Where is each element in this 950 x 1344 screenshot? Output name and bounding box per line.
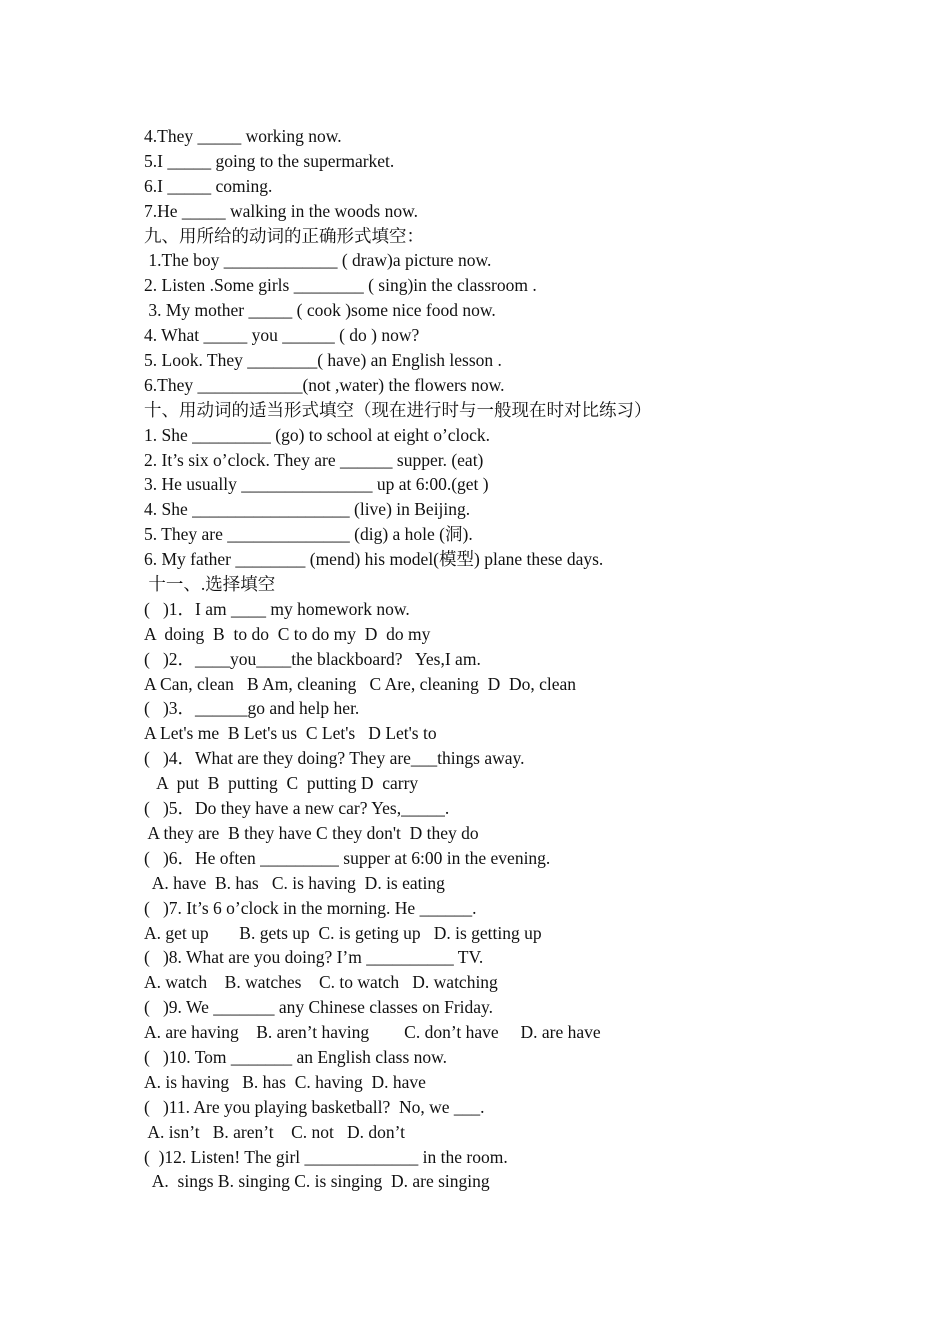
exercise-line: 2. Listen .Some girls ________ ( sing)in the classroom . [144,275,537,296]
question-line: ( )7. It’s 6 o’clock in the morning. He ______. [144,897,477,918]
options-line: A put B putting C putting D carry [144,773,419,794]
exercise-line: 2. It’s six o’clock. They are ______ supper. (eat) [144,449,484,470]
exercise-line: 4.They _____ working now. [144,126,342,146]
question-line: ( )1．I am ____ my homework now. [144,598,410,619]
section-heading: 十一、.选择填空 [144,574,276,595]
exercise-line: 5.I _____ going to the supermarket. [144,150,395,171]
options-line: A. watch B. watches C. to watch D. watching [144,972,498,993]
options-line: A Let's me B Let's us C Let's D Let's to [144,723,437,744]
exercise-line: 3. He usually _______________ up at 6:00.(get ) [144,474,489,495]
options-line: A. isn’t B. aren’t C. not D. don’t [144,1121,406,1142]
exercise-line: 5. Look. They ________( have) an English lesson . [144,350,502,371]
question-line: ( )5．Do they have a new car? Yes,_____. [144,798,450,819]
exercise-line: 6.I _____ coming. [144,175,273,196]
exercise-line: 1. She _________ (go) to school at eight o’clock. [144,424,491,445]
options-line: A Can, clean B Am, cleaning C Are, cleaning D Do, clean [144,673,577,694]
options-line: A. are having B. aren’t having C. don’t have D. are have [144,1022,601,1043]
options-line: A. sings B. singing C. is singing D. are singing [144,1171,490,1192]
exercise-line: 1.The boy _____________ ( draw)a picture now. [144,250,492,271]
section-heading: 十、用动词的适当形式填空（现在进行时与一般现在时对比练习） [144,399,652,420]
question-line: ( )6．He often _________ supper at 6:00 in the evening. [144,847,551,868]
question-line: ( )4．What are they doing? They are___things away. [144,748,525,769]
question-line: ( )3．______go and help her. [144,698,360,719]
exercise-line: 7.He _____ walking in the woods now. [144,200,418,221]
exercise-line: 4. She __________________ (live) in Beijing. [144,499,471,520]
question-line: ( )2．____you____the blackboard? Yes,I am. [144,648,481,669]
exercise-line: 6.They ____________(not ,water) the flowers now. [144,374,505,395]
options-line: A. have B. has C. is having D. is eating [144,872,445,893]
exercise-line: 6. My father ________ (mend) his model(模型) plane these days. [144,549,604,570]
options-line: A. is having B. has C. having D. have [144,1071,426,1092]
section-heading: 九、用所给的动词的正确形式填空： [144,225,424,246]
question-line: ( )10. Tom _______ an English class now. [144,1046,448,1067]
options-line: A they are B they have C they don't D they do [144,822,479,843]
question-line: ( )11. Are you playing basketball? No, we ___. [144,1096,485,1117]
options-line: A doing B to do C to do my D do my [144,623,431,644]
exercise-line: 5. They are ______________ (dig) a hole (洞). [144,524,473,545]
options-line: A. get up B. gets up C. is geting up D. is getting up [144,922,542,943]
question-line: ( )12. Listen! The girl _____________ in the room. [144,1146,508,1167]
exercise-line: 4. What _____ you ______ ( do ) now? [144,325,420,346]
exercise-line: 3. My mother _____ ( cook )some nice food now. [144,300,496,321]
question-line: ( )9. We _______ any Chinese classes on Friday. [144,997,494,1018]
worksheet-page [144,124,844,1194]
question-line: ( )8. What are you doing? I’m __________ TV. [144,947,484,968]
